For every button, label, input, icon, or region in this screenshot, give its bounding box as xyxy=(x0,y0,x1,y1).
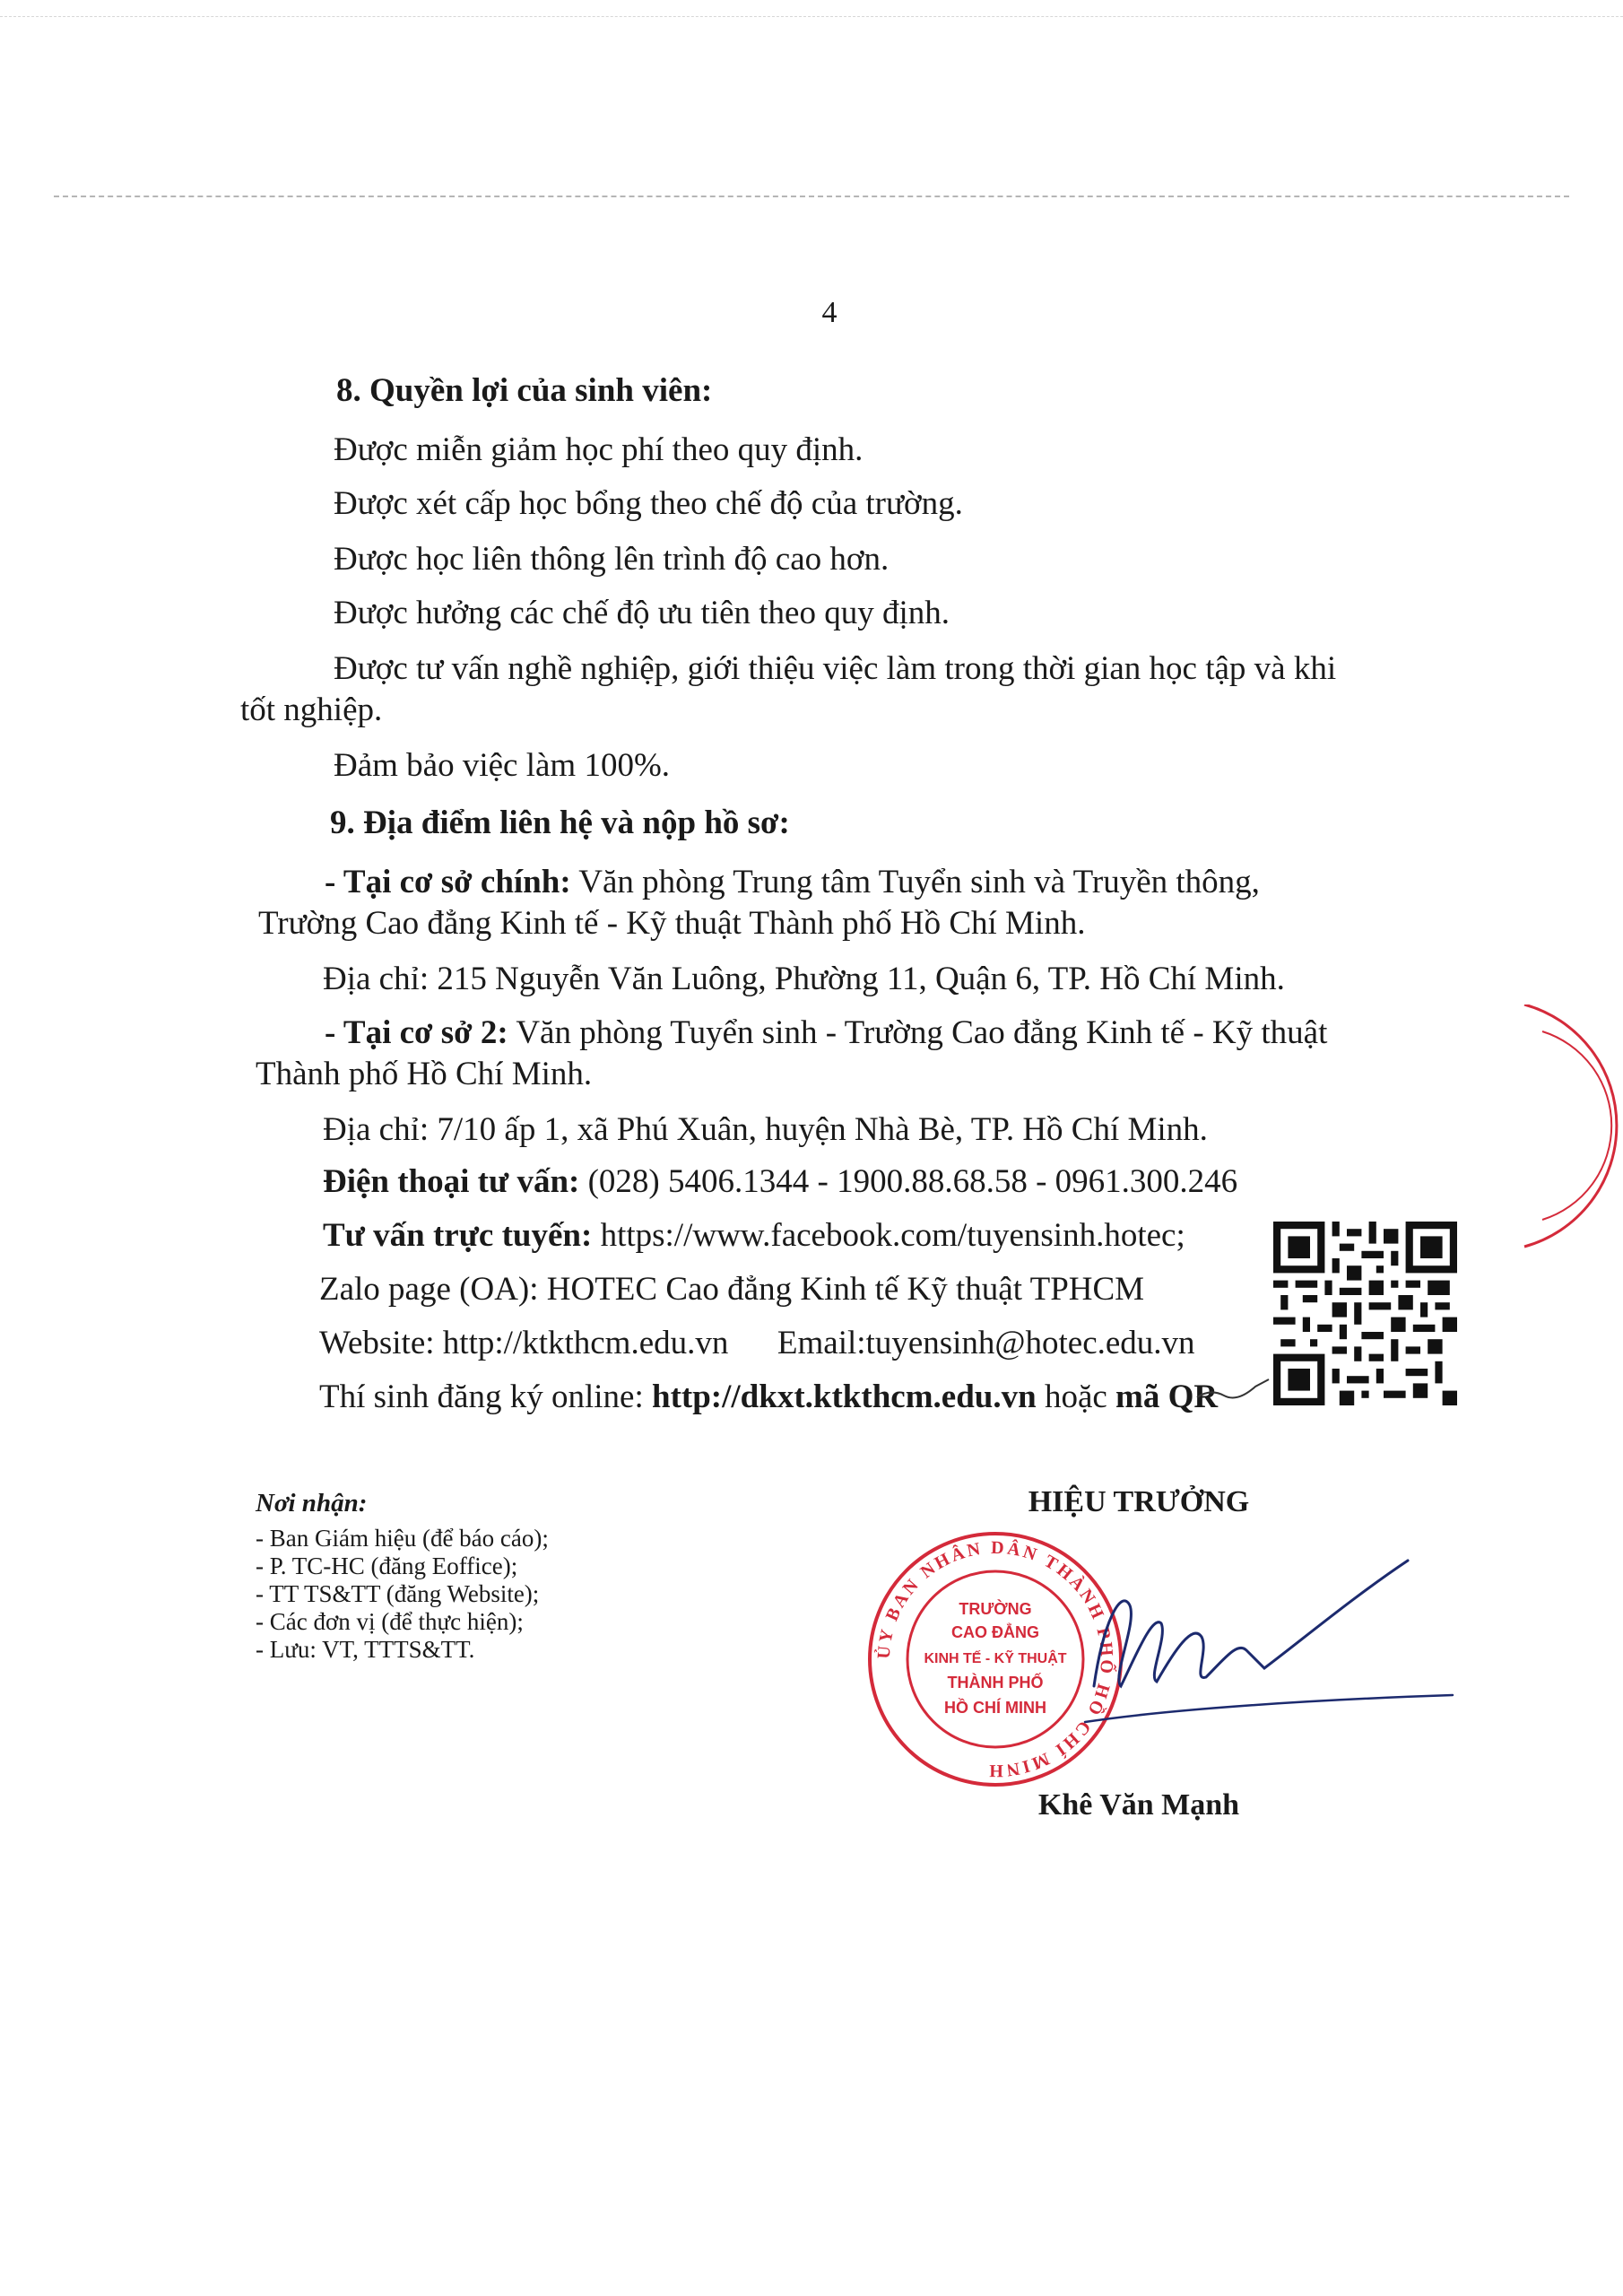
online-link[interactable]: https://www.facebook.com/tuyensinh.hotec; xyxy=(600,1217,1185,1254)
section8-item: Đảm bảo việc làm 100%. xyxy=(334,747,671,784)
website-line xyxy=(319,1322,1195,1365)
campus2-address: Địa chỉ: 7/10 ấp 1, xã Phú Xuân, huyện Nhà Bè, TP. Hồ Chí Minh. xyxy=(323,1111,1208,1148)
signer-name: Khê Văn Mạnh xyxy=(1037,1788,1240,1822)
section8-heading: 8. Quyền lợi của sinh viên: xyxy=(336,372,713,409)
main-campus-address: Địa chỉ: 215 Nguyễn Văn Luông, Phường 11, Quận 6, TP. Hồ Chí Minh. xyxy=(323,961,1285,997)
main-campus-label: - Tại cơ sở chính: xyxy=(325,864,571,900)
register-line xyxy=(319,1376,1218,1419)
seal-line: KINH TẾ - KỸ THUẬT xyxy=(924,1651,1067,1666)
page-number: 4 xyxy=(821,296,838,329)
partial-seal-icon xyxy=(1515,1004,1623,1256)
recipient-item: - Các đơn vị (để thực hiện); xyxy=(256,1608,524,1635)
phone-label: Điện thoại tư vấn: xyxy=(323,1163,580,1200)
scan-artifact-dashed xyxy=(54,196,1569,197)
seal-ring-text: ỦY BAN NHÂN DÂN THÀNH PHỐ HỒ CHÍ MINH xyxy=(873,1537,1117,1781)
recipient-item: - TT TS&TT (đăng Website); xyxy=(256,1580,540,1607)
register-qr-label: mã QR xyxy=(1115,1378,1219,1415)
handwritten-signature-icon xyxy=(1067,1552,1462,1749)
section8-item: Được miễn giảm học phí theo quy định. xyxy=(334,431,864,468)
phone-line xyxy=(323,1161,1237,1204)
zalo-line: Zalo page (OA): HOTEC Cao đẳng Kinh tế Kỹ thuật TPHCM xyxy=(319,1271,1145,1308)
online-line xyxy=(323,1214,1185,1257)
website-link[interactable]: Website: http://ktkthcm.edu.vn xyxy=(319,1325,729,1361)
seal-line: CAO ĐẲNG xyxy=(951,1623,1039,1641)
recipients-list xyxy=(256,1525,549,1664)
recipient-item: - Ban Giám hiệu (để báo cáo); xyxy=(256,1525,549,1552)
main-campus-line2: Trường Cao đẳng Kinh tế - Kỹ thuật Thành phố Hồ Chí Minh. xyxy=(258,905,1086,942)
seal-line: TRƯỜNG xyxy=(959,1600,1032,1618)
campus2-label: - Tại cơ sở 2: xyxy=(325,1014,508,1051)
seal-line: HỒ CHÍ MINH xyxy=(944,1699,1046,1717)
section9-heading: 9. Địa điểm liên hệ và nộp hồ sơ: xyxy=(330,804,790,841)
recipient-item: - Lưu: VT, TTTS&TT. xyxy=(256,1636,475,1663)
signature-title: HIỆU TRƯỞNG xyxy=(1028,1485,1250,1518)
section8-item: Được xét cấp học bổng theo chế độ của trường. xyxy=(334,485,963,522)
main-campus-text: Văn phòng Trung tâm Tuyển sinh và Truyền thông, xyxy=(578,864,1260,900)
campus2-line2: Thành phố Hồ Chí Minh. xyxy=(256,1056,593,1092)
register-or: hoặc xyxy=(1044,1378,1107,1415)
section8-item: Được học liên thông lên trình độ cao hơn. xyxy=(334,541,890,578)
campus2-text: Văn phòng Tuyển sinh - Trường Cao đẳng Kinh tế - Kỹ thuật xyxy=(516,1014,1328,1051)
section8-item: Được hưởng các chế độ ưu tiên theo quy định. xyxy=(334,595,950,631)
section8-item: Được tư vấn nghề nghiệp, giới thiệu việc làm trong thời gian học tập và khi xyxy=(334,650,1337,687)
register-label: Thí sinh đăng ký online: xyxy=(319,1378,644,1415)
phone-value: (028) 5406.1344 - 1900.88.68.58 - 0961.300.246 xyxy=(587,1163,1238,1200)
email-link[interactable]: Email:tuyensinh@hotec.edu.vn xyxy=(777,1325,1195,1361)
online-label: Tư vấn trực tuyến: xyxy=(323,1217,593,1254)
main-campus-line xyxy=(325,861,1260,904)
campus2-line xyxy=(325,1012,1327,1055)
qr-code-icon[interactable] xyxy=(1273,1222,1457,1405)
scan-artifact-top xyxy=(0,16,1623,17)
recipients-title: Nơi nhận: xyxy=(256,1489,368,1518)
seal-line: THÀNH PHỐ xyxy=(947,1674,1044,1692)
recipient-item: - P. TC-HC (đăng Eoffice); xyxy=(256,1552,518,1579)
register-link[interactable]: http://dkxt.ktkthcm.edu.vn xyxy=(652,1378,1037,1415)
initial-mark-icon xyxy=(1193,1370,1273,1406)
section8-item: tốt nghiệp. xyxy=(240,691,383,728)
